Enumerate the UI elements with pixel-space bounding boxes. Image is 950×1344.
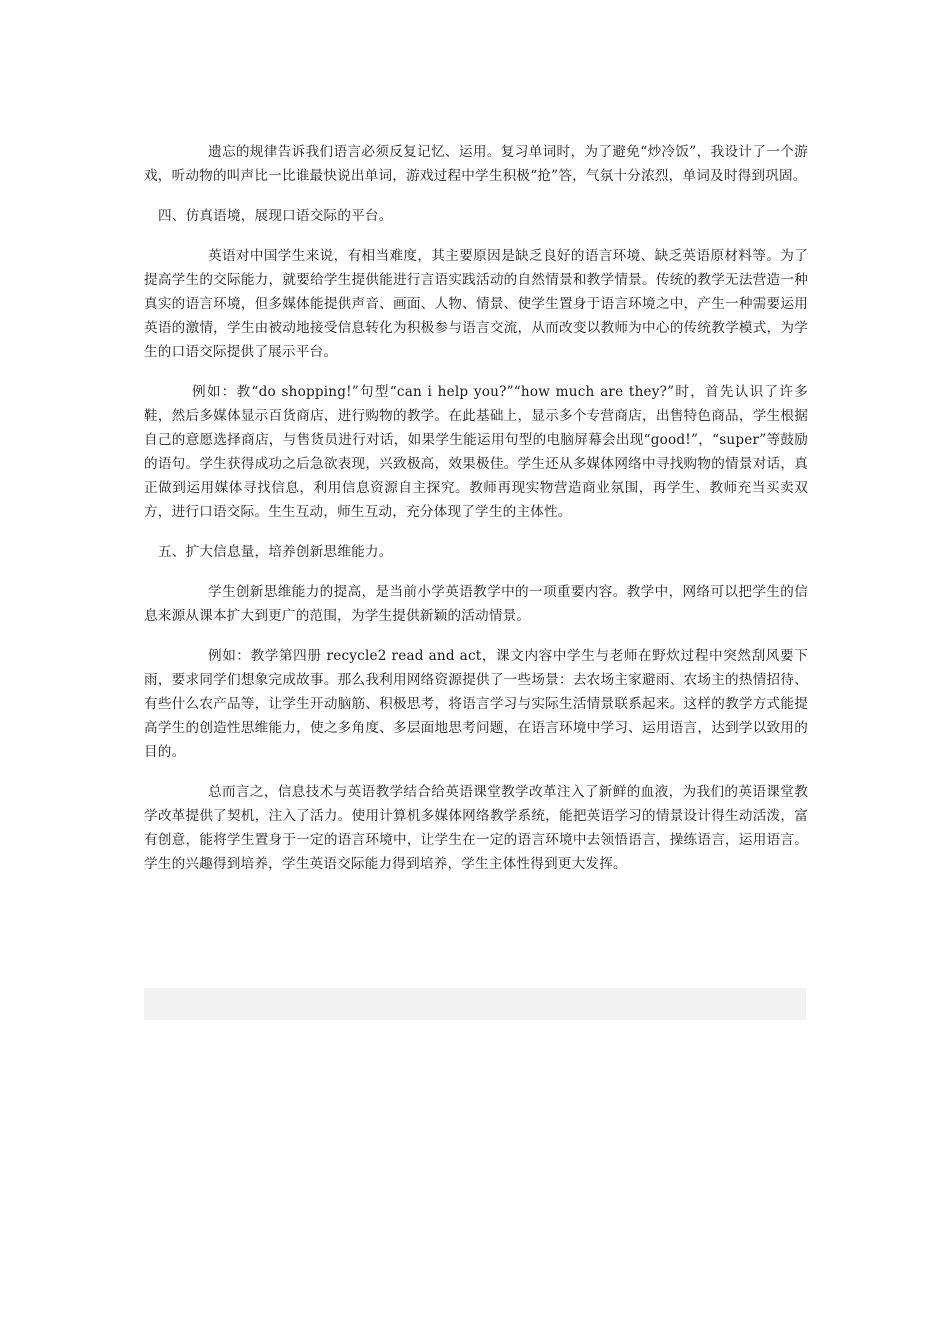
paragraph-conclusion: 总而言之，信息技术与英语教学结合给英语课堂教学改革注入了新鲜的血液，为我们的英语课堂教学改革提供了契机，注入了活力。使用计算机多媒体网络教学系统，能把英语学习的情景设计得生动活泼，富有创意，能将学生置身于一定的语言环境中，让学生在一定的语言环境中去领悟语言，操练语言，运用语言。学生的兴趣得到培养，学生英语交际能力得到培养，学生主体性得到更大发挥。 <box>144 784 808 872</box>
paragraph-creative-thinking: 学生创新思维能力的提高，是当前小学英语教学中的一项重要内容。教学中，网络可以把学生的信息来源从课本扩大到更广的范围，为学生提供新颖的活动情景。 <box>144 584 808 624</box>
section-heading-5: 五、扩大信息量，培养创新思维能力。 <box>158 544 393 560</box>
section-heading-4: 四、仿真语境，展现口语交际的平台。 <box>158 208 393 224</box>
paragraph-review-words: 遗忘的规律告诉我们语言必须反复记忆、运用。复习单词时，为了避免“炒冷饭”，我设计了一个游戏，听动物的叫声比一比谁最快说出单词，游戏过程中学生积极“抢”答，气氛十分浓烈，单词及时得到巩固。 <box>144 144 808 184</box>
paragraph-shopping-example: 例如：教“do shopping!”句型“can i help you?”“how much are they?”时，首先认识了许多鞋，然后多媒体显示百货商店，进行购物的教学。在此基础上，显示多个专营商店，出售特色商品，学生根据自己的意愿选择商店，与售货员进行对话，如果学生能运用句型的电脑屏幕会出现“good!”，“super”等鼓励的语句。学生获得成功之后急欲表现，兴致极高，效果极佳。学生还从多媒体网络中寻找购物的情景对话，真正做到运用媒体寻找信息，利用信息资源自主探究。教师再现实物营造商业氛围，再学生、教师充当买卖双方，进行口语交际。生生互动，师生互动，充分体现了学生的主体性。 <box>144 384 808 520</box>
footer-bar <box>144 988 806 1020</box>
paragraph-simulated-context: 英语对中国学生来说，有相当难度，其主要原因是缺乏良好的语言环境、缺乏英语原材料等。为了提高学生的交际能力，就要给学生提供能进行言语实践活动的自然情景和教学情景。传统的教学无法营造一种真实的语言环境，但多媒体能提供声音、画面、人物、情景、使学生置身于语言环境之中，产生一种需要运用英语的激情，学生由被动地接受信息转化为积极参与语言交流，从而改变以教师为中心的传统教学模式，为学生的口语交际提供了展示平台。 <box>144 248 808 360</box>
paragraph-recycle-example: 例如：教学第四册 recycle2 read and act，课文内容中学生与老师在野炊过程中突然刮风要下雨，要求同学们想象完成故事。那么我利用网络资源提供了一些场景：去农场主家避雨、农场主的热情招待、有些什么农产品等，让学生开动脑筋、积极思考，将语言学习与实际生活情景联系起来。这样的教学方式能提高学生的创造性思维能力，使之多角度、多层面地思考问题，在语言环境中学习、运用语言，达到学以致用的目的。 <box>144 648 808 760</box>
document-body <box>144 140 808 892</box>
